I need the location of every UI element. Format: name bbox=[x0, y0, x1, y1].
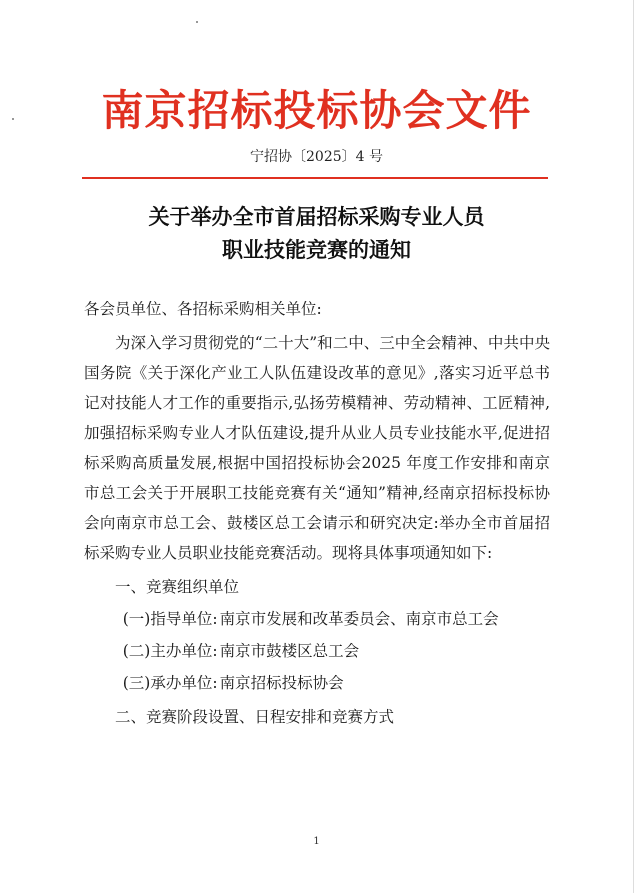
notice-title bbox=[0, 200, 633, 266]
item-label: (二)主办单位: bbox=[122, 642, 218, 660]
notice-title-line-2: 职业技能竞赛的通知 bbox=[222, 237, 411, 262]
section-1-heading: 一、竞赛组织单位 bbox=[115, 578, 240, 596]
item-value: 南京市鼓楼区总工会 bbox=[219, 642, 360, 660]
page-number: 1 bbox=[313, 836, 320, 847]
item-label: (一)指导单位: bbox=[122, 610, 218, 628]
section-1-item bbox=[84, 668, 550, 698]
section-2-heading: 二、竞赛阶段设置、日程安排和竞赛方式 bbox=[115, 708, 395, 726]
intro-paragraph: 为深入学习贯彻党的“二十大”和二中、三中全会精神、中共中央国务院《关于深化产业工人队伍建设改革的意见》,落实习近平总书记对技能人才工作的重要指示,弘扬劳模精神、劳动精神、工匠精神,加强招标采购专业人才队伍建设,提升从业人员专业技能水平,促进招标采购高质量发展,根据中国招投标协会2025 年度工作安排和南京市总工会关于开展职工技能竞赛有关“通知”精神,经南京招标投标协会向南京市总工会、鼓楼区总工会请示和研究决定:举办全市首届招标采购专业人员职业技能竞赛活动。现将具体事项通知如下: bbox=[84, 334, 550, 562]
salutation: 各会员单位、各招标采购相关单位: bbox=[84, 300, 322, 318]
red-divider-line bbox=[82, 177, 548, 179]
notice-body bbox=[84, 294, 550, 732]
item-value: 南京市发展和改革委员会、南京市总工会 bbox=[219, 610, 499, 628]
item-value: 南京招标投标协会 bbox=[219, 674, 344, 692]
item-label: (三)承办单位: bbox=[122, 674, 218, 692]
document-number: 宁招协〔2025〕4 号 bbox=[250, 149, 383, 165]
notice-title-line-1: 关于举办全市首届招标采购专业人员 bbox=[148, 204, 485, 229]
section-1-item bbox=[84, 636, 550, 666]
org-header-title: 南京招标投标协会文件 bbox=[101, 86, 532, 135]
scan-speck bbox=[196, 21, 198, 23]
section-1-item bbox=[84, 604, 550, 634]
